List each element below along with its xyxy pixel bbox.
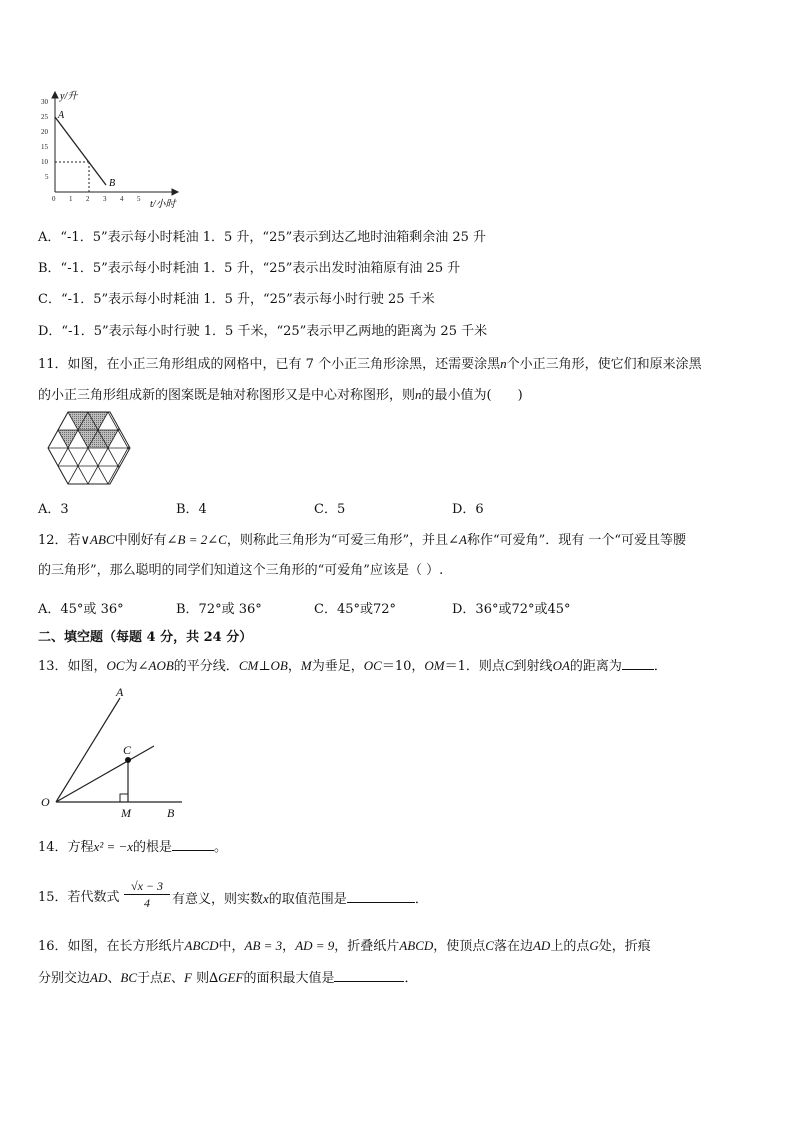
q12-option-a: A．45°或 36° — [38, 602, 124, 617]
section-2-title: 二、填空题（每题 4 分，共 24 分） — [38, 630, 253, 645]
y-tick: 25 — [41, 113, 48, 121]
x-tick: 4 — [120, 195, 124, 203]
ray-oa — [56, 698, 120, 802]
x-tick: 3 — [103, 195, 107, 203]
label-m: M — [121, 806, 131, 820]
q11-option-d: D．6 — [452, 502, 484, 517]
fraction-denominator: 4 — [144, 896, 150, 910]
q15-stem-prefix: 15．若代数式 — [38, 890, 120, 905]
x-axis-arrow — [172, 189, 178, 195]
label-c: C — [123, 743, 132, 757]
angle-bisector-figure — [36, 684, 196, 820]
answer-blank[interactable] — [334, 968, 404, 982]
y-axis-arrow — [52, 92, 58, 98]
answer-blank[interactable] — [622, 656, 654, 670]
y-tick: 15 — [41, 143, 48, 151]
label-b: B — [167, 806, 175, 820]
q13-stem: 13．如图，OC为∠AOB的平分线．CM⊥OB，M为垂足，OC＝10，OM＝1．则点C到射线OA的距离为 ． — [38, 658, 667, 674]
point-a-label: A — [58, 110, 65, 121]
q11-option-a: A．3 — [38, 502, 69, 517]
q12-options — [38, 598, 638, 616]
right-angle-mark — [120, 794, 128, 802]
point-c — [125, 757, 131, 763]
y-tick: 10 — [41, 158, 48, 166]
fuel-line — [55, 117, 106, 185]
label-a: A — [116, 685, 124, 699]
q15-fraction — [124, 878, 170, 918]
q12-option-d: D．36°或72°或45° — [452, 602, 571, 617]
q11-option-c: C．5 — [314, 502, 346, 517]
fraction-numerator: √x − 3 — [124, 878, 170, 895]
q11-option-b: B．4 — [176, 502, 207, 517]
q11-stem-line1: 11．如图，在小正三角形组成的网格中，已有 7 个小正三角形涂黑，还需要涂黑n个小正三角形，使它们和原来涂黑 — [38, 356, 702, 372]
y-tick: 30 — [41, 98, 48, 106]
y-tick: 5 — [45, 173, 49, 181]
q14-stem: 14．方程x² = −x的根是 。 — [38, 839, 228, 855]
point-b-label: B — [109, 178, 116, 189]
q15-stem-suffix: 有意义，则实数x的取值范围是 ． — [172, 891, 428, 907]
x-tick: 0 — [52, 195, 56, 203]
answer-blank[interactable] — [172, 837, 214, 851]
q12-option-c: C．45°或72° — [314, 602, 397, 617]
y-tick: 20 — [41, 128, 48, 136]
x-axis-label: t/小时 — [150, 199, 176, 210]
ray-oc — [56, 746, 154, 802]
q10-option-a: A．“-1．5”表示每小时耗油 1．5 升，“25”表示到达乙地时油箱剩余油 25 升 — [38, 230, 487, 245]
answer-blank[interactable] — [347, 889, 415, 903]
y-axis-label: y/升 — [60, 91, 78, 102]
q12-stem-line1: 12．若∨ABC中刚好有∠B = 2∠C，则称此三角形为“可爱三角形”，并且∠A称作“可爱角”．现有 一个“可爱且等腰 — [38, 532, 687, 548]
q10-option-c: C．“-1．5”表示每小时耗油 1．5 升，“25”表示每小时行驶 25 千米 — [38, 292, 435, 307]
q11-options — [38, 498, 598, 516]
q12-option-b: B．72°或 36° — [176, 602, 262, 617]
q10-option-b: B．“-1．5”表示每小时耗油 1．5 升，“25”表示出发时油箱原有油 25 升 — [38, 261, 461, 276]
q10-option-d: D．“-1．5”表示每小时行驶 1．5 千米，“25”表示甲乙两地的距离为 25 千米 — [38, 324, 488, 339]
label-o: O — [41, 795, 50, 809]
x-tick: 2 — [86, 195, 90, 203]
x-tick: 5 — [137, 195, 141, 203]
q16-stem-line2: 分别交边AD、BC于点E、F 则∆GEF的面积最大值是 ． — [38, 970, 418, 986]
triangle-grid-figure — [44, 408, 134, 488]
fuel-graph — [38, 88, 198, 213]
q16-stem-line1: 16．如图，在长方形纸片ABCD中，AB = 3，AD = 9，折叠纸片ABCD，使顶点C落在边AD上的点G处，折痕 — [38, 938, 651, 954]
x-tick: 1 — [69, 195, 73, 203]
q11-stem-line2: 的小正三角形组成新的图案既是轴对称图形又是中心对称图形，则n的最小值为( ) — [38, 387, 523, 403]
q12-stem-line2: 的三角形”，那么聪明的同学们知道这个三角形的“可爱角”应该是（ ）. — [38, 563, 444, 578]
